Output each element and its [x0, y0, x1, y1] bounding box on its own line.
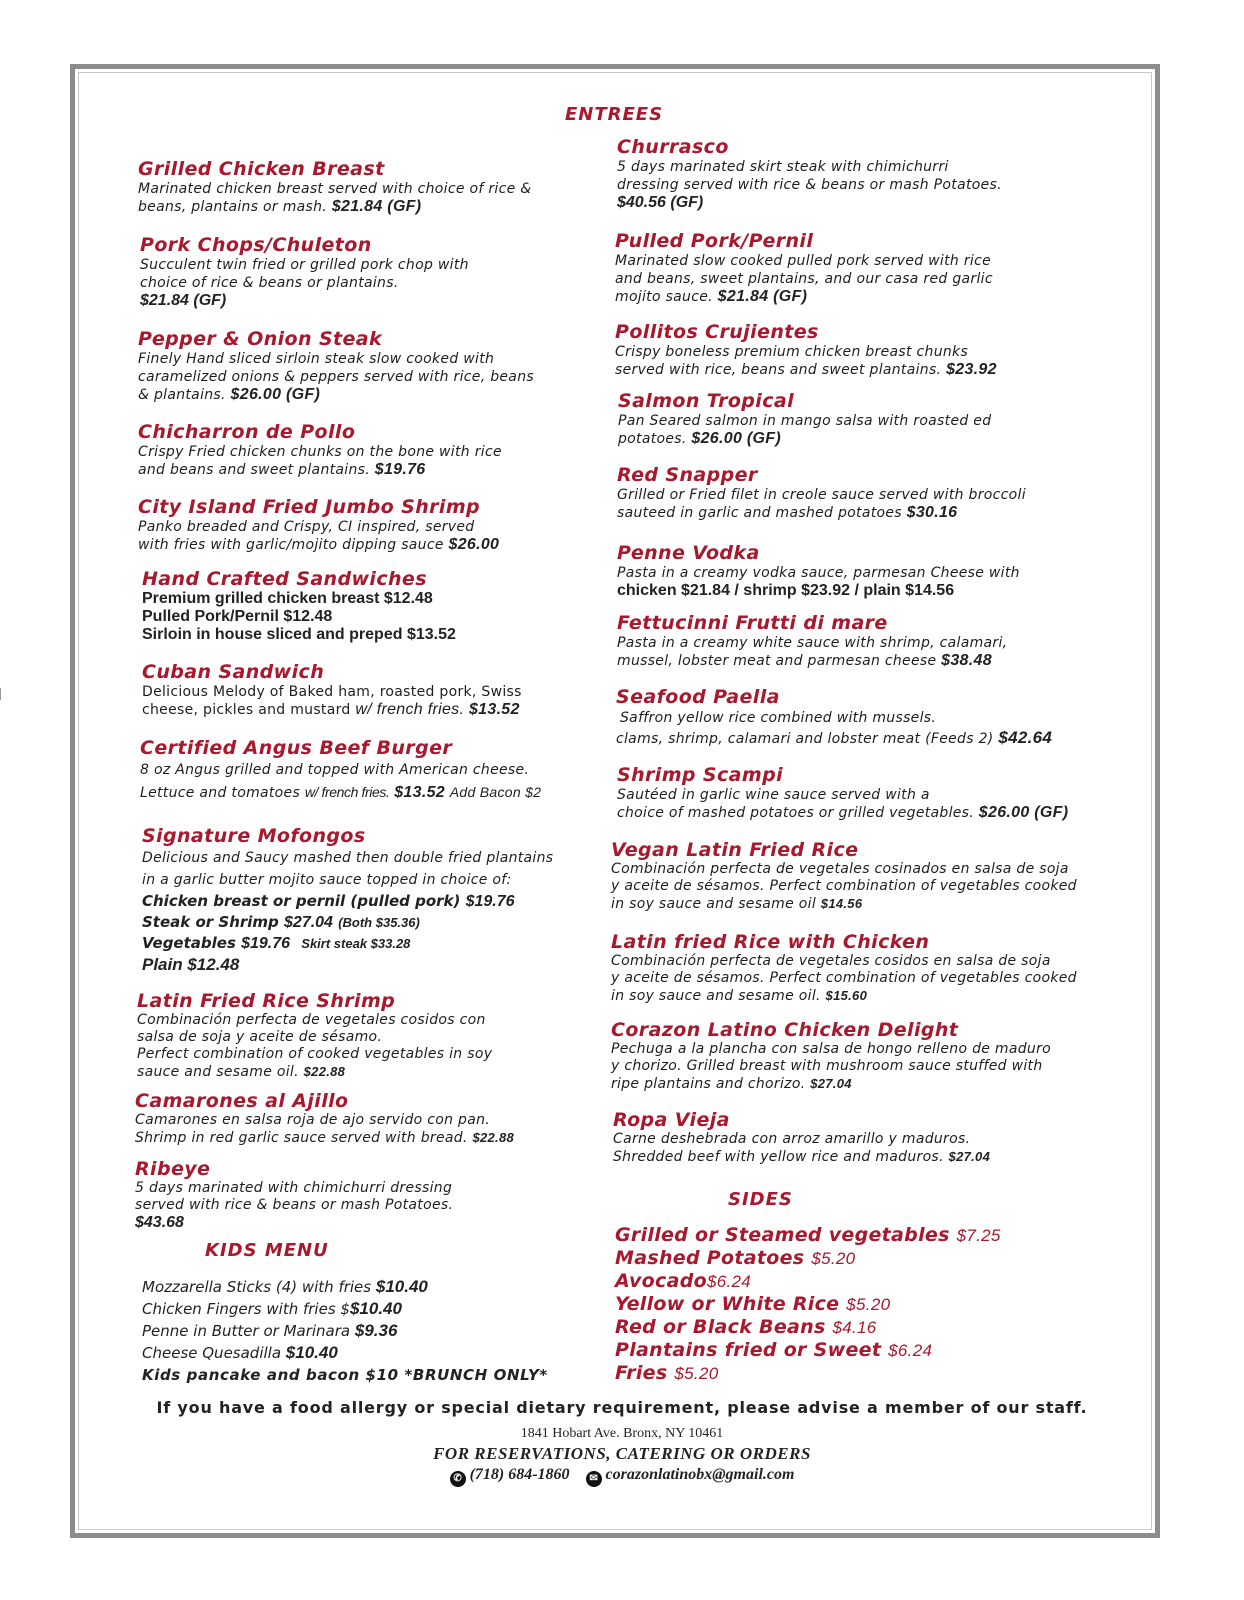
item-desc: 5 days marinated skirt steak with chimichurri	[617, 159, 949, 175]
item-price: $15.60	[825, 988, 868, 1003]
item-price: $38.48	[941, 652, 992, 669]
item-desc: 5 days marinated with chimichurri dressing	[135, 1180, 453, 1196]
item-desc: Carne deshebrada con arroz amarillo y maduros.	[613, 1131, 971, 1147]
menu-item-penne-vodka	[617, 542, 1020, 600]
email-icon: ✉	[586, 1471, 602, 1487]
item-desc: Crispy boneless premium chicken breast chunks	[615, 344, 969, 360]
item-desc: choice of mashed potatoes or grilled vegetables.	[617, 805, 975, 821]
item-name: Pulled Pork/Pernil	[615, 230, 814, 252]
side-name: Mashed Potatoes	[615, 1247, 805, 1269]
item-desc: Sautéed in garlic wine sauce served with a	[617, 787, 930, 803]
item-desc: Pechuga a la plancha con salsa de hongo relleno de maduro	[611, 1041, 1052, 1057]
menu-item-ropa-vieja	[613, 1109, 990, 1166]
item-name: Signature Mofongos	[142, 825, 366, 847]
item-desc: mussel, lobster meat and parmesan cheese	[617, 653, 937, 669]
item-name: Shrimp Scampi	[617, 764, 783, 786]
menu-item-chicharron	[138, 421, 502, 479]
item-option: Sirloin in house sliced and preped $13.52	[142, 626, 456, 643]
item-name: Churrasco	[617, 136, 729, 158]
list-item	[615, 1270, 1001, 1293]
kids-item-name: Chicken Fingers with fries $	[142, 1300, 350, 1318]
item-desc: Panko breaded and Crispy, CI inspired, served	[138, 519, 475, 535]
kids-item-price: $10.40	[375, 1277, 428, 1296]
list-item	[615, 1339, 1001, 1362]
item-price: $26.00 (GF)	[230, 386, 321, 403]
menu-item-cuban-sandwich	[142, 661, 522, 719]
item-desc: y aceite de sésamos. Perfect combination of vegetables cooked	[611, 878, 1077, 894]
side-price: $5.20	[674, 1364, 719, 1383]
item-name: Pepper & Onion Steak	[138, 328, 383, 350]
list-item	[142, 1298, 548, 1320]
item-price: $27.04	[810, 1076, 852, 1091]
item-name: Grilled Chicken Breast	[138, 158, 385, 180]
item-desc: Crispy Fried chicken chunks on the bone with rice	[138, 444, 502, 460]
kids-item-price: $10.40	[349, 1299, 402, 1318]
item-price: $21.84 (GF)	[717, 288, 808, 305]
item-price: $40.56 (GF)	[617, 194, 704, 211]
item-desc: Succulent twin fried or grilled pork chop with	[140, 257, 469, 273]
menu-item-pollitos	[615, 321, 997, 379]
list-item	[615, 1293, 1001, 1316]
item-name: Ribeye	[135, 1158, 211, 1180]
item-price: $26.00 (GF)	[978, 804, 1069, 821]
menu-item-vegan-fried-rice	[611, 839, 1077, 913]
item-desc: beans, plantains or mash.	[138, 199, 328, 215]
item-price: $43.68	[135, 1214, 184, 1231]
item-name: Seafood Paella	[616, 686, 780, 708]
item-price: $23.92	[946, 361, 997, 378]
item-desc: Marinated chicken breast served with choice of rice &	[138, 181, 532, 197]
item-name: Ropa Vieja	[613, 1109, 730, 1131]
list-item	[142, 1342, 548, 1364]
item-name: Fettucinni Frutti di mare	[617, 612, 888, 634]
item-name: Penne Vodka	[617, 542, 760, 564]
sides-heading: SIDES	[728, 1189, 793, 1210]
side-price: $6.24	[706, 1272, 751, 1291]
item-addon: Add Bacon $2	[449, 784, 542, 800]
item-desc: in a garlic butter mojito sauce topped in choice of:	[142, 872, 512, 888]
item-desc: Shrimp in red garlic sauce served with bread.	[135, 1130, 468, 1146]
item-name: Chicharron de Pollo	[138, 421, 356, 443]
item-price: $42.64	[998, 728, 1053, 747]
item-name: Latin Fried Rice Shrimp	[137, 990, 396, 1012]
menu-item-jumbo-shrimp	[138, 496, 499, 554]
kids-item-price: $10.40	[285, 1343, 338, 1362]
item-desc: in soy sauce and sesame oil	[611, 896, 817, 912]
menu-item-red-snapper	[617, 464, 1026, 522]
item-price: $19.76	[374, 461, 426, 478]
item-option: Vegetables	[142, 934, 236, 952]
entrees-heading: ENTREES	[565, 104, 664, 125]
item-desc: choice of rice & beans or plantains.	[140, 275, 399, 291]
item-name: Vegan Latin Fried Rice	[611, 839, 859, 861]
kids-item-price: $9.36	[354, 1321, 398, 1340]
side-price: $6.24	[888, 1341, 933, 1360]
item-desc: Saffron yellow rice combined with mussels.	[620, 710, 937, 726]
item-option: Plain $12.48	[142, 955, 240, 974]
side-name: Avocado	[615, 1270, 707, 1292]
scan-mark	[0, 688, 5, 700]
item-desc: Combinación perfecta de vegetales cosinados en salsa de soja	[611, 861, 1069, 877]
email-address[interactable]: corazonlatinobx@gmail.com	[605, 1466, 795, 1483]
item-name: Red Snapper	[617, 464, 758, 486]
item-price: $19.76	[241, 935, 291, 952]
list-item	[615, 1316, 1001, 1339]
item-desc: cheese, pickles and mustard	[142, 702, 351, 718]
item-desc: Camarones en salsa roja de ajo servido con pan.	[135, 1112, 491, 1128]
item-desc: y chorizo. Grilled breast with mushroom sauce stuffed with	[611, 1058, 1043, 1074]
side-name: Plantains fried or Sweet	[615, 1339, 882, 1361]
item-option-extra: (Both $35.36)	[338, 915, 420, 930]
list-item	[615, 1224, 1001, 1247]
item-desc: mojito sauce.	[615, 289, 713, 305]
side-name: Grilled or Steamed vegetables	[615, 1224, 950, 1246]
item-price: $21.84 (GF)	[140, 292, 227, 309]
item-name: Pork Chops/Chuleton	[140, 234, 372, 256]
item-desc: Perfect combination of cooked vegetables in soy	[137, 1046, 493, 1062]
side-price: $4.16	[832, 1318, 877, 1337]
item-desc: served with rice & beans or mash Potatoes.	[135, 1197, 454, 1213]
item-price: $30.16	[906, 504, 958, 521]
kids-item-name: Cheese Quesadilla	[142, 1344, 282, 1362]
menu-item-corazon-chicken	[611, 1019, 1051, 1093]
item-desc: & plantains.	[138, 387, 226, 403]
menu-item-pork-chops	[140, 234, 469, 310]
item-price: $26.00 (GF)	[691, 430, 781, 447]
kids-heading: KIDS MENU	[205, 1240, 329, 1261]
item-name: Camarones al Ajillo	[135, 1090, 349, 1112]
item-desc: Pasta in a creamy vodka sauce, parmesan Cheese with	[617, 565, 1020, 581]
menu-item-grilled-chicken	[138, 158, 531, 216]
item-desc: Grilled or Fried filet in creole sauce served with broccoli	[617, 487, 1026, 503]
item-price: $19.76	[465, 893, 515, 910]
item-name: Latin fried Rice with Chicken	[611, 931, 930, 953]
menu-item-churrasco	[617, 136, 1002, 212]
side-name: Red or Black Beans	[615, 1316, 826, 1338]
item-desc: in soy sauce and sesame oil.	[611, 988, 821, 1004]
item-desc: Delicious Melody of Baked ham, roasted pork, Swiss	[142, 684, 522, 700]
item-desc: dressing served with rice & beans or mash Potatoes.	[617, 177, 1002, 193]
item-price: $13.52	[468, 701, 520, 718]
item-desc: y aceite de sésamos. Perfect combination of vegetables cooked	[611, 970, 1077, 986]
allergy-notice: If you have a food allergy or special dietary requirement, please advise a member of our staff.	[156, 1398, 1088, 1417]
item-price: $22.88	[472, 1130, 515, 1145]
item-desc: Finely Hand sliced sirloin steak slow cooked with	[138, 351, 495, 367]
item-desc: and beans and sweet plantains.	[138, 462, 370, 478]
item-desc: caramelized onions & peppers served with rice, beans	[138, 369, 534, 385]
item-desc: ripe plantains and chorizo.	[611, 1076, 806, 1092]
item-name: Corazon Latino Chicken Delight	[611, 1019, 959, 1041]
item-desc: Combinación perfecta de vegetales cosidos con	[137, 1012, 486, 1028]
item-price: $21.84 (GF)	[331, 198, 422, 215]
item-desc-extra: w/ french fries.	[304, 784, 390, 800]
menu-item-pepper-steak	[138, 328, 534, 404]
kids-item-name: Kids pancake and bacon $10 *BRUNCH ONLY*	[142, 1366, 548, 1384]
item-desc: sauteed in garlic and mashed potatoes	[617, 505, 902, 521]
item-name: City Island Fried Jumbo Shrimp	[138, 496, 481, 518]
menu-item-shrimp-scampi	[617, 764, 1068, 822]
item-desc: served with rice, beans and sweet plantains.	[615, 362, 942, 378]
list-item	[142, 1276, 548, 1298]
menu-item-seafood-paella	[616, 686, 1052, 749]
side-name: Fries	[615, 1362, 668, 1384]
menu-item-pulled-pork	[615, 230, 993, 306]
item-desc: Marinated slow cooked pulled pork served with rice	[615, 253, 991, 269]
item-desc: and beans, sweet plantains, and our casa red garlic	[615, 271, 993, 287]
item-price: $27.04	[284, 914, 333, 931]
item-desc: salsa de soja y aceite de sésamo.	[137, 1029, 383, 1045]
item-price: $27.04	[948, 1149, 991, 1164]
list-item	[615, 1247, 1001, 1270]
item-name: Salmon Tropical	[618, 390, 795, 412]
item-desc: sauce and sesame oil.	[137, 1064, 299, 1080]
item-option: Chicken breast or pernil (pulled pork)	[142, 892, 461, 910]
item-desc: 8 oz Angus grilled and topped with American cheese.	[140, 762, 530, 778]
item-desc-extra: w/ french fries.	[355, 701, 465, 718]
item-desc: with fries with garlic/mojito dipping sauce	[138, 537, 444, 553]
list-item	[142, 1364, 548, 1386]
item-price: $26.00	[448, 536, 500, 553]
item-name: Pollitos Crujientes	[615, 321, 819, 343]
item-price: $14.56	[820, 896, 863, 911]
kids-menu-list	[142, 1276, 548, 1386]
item-name: Hand Crafted Sandwiches	[142, 568, 427, 590]
item-option-extra: Skirt steak $33.28	[301, 936, 411, 951]
kids-item-name: Mozzarella Sticks (4) with fries	[142, 1278, 372, 1296]
item-price: $22.88	[303, 1064, 346, 1079]
item-desc: Pan Seared salmon in mango salsa with roasted ed	[618, 413, 992, 429]
contact-line	[0, 1466, 1244, 1487]
menu-item-ribeye	[135, 1158, 453, 1232]
menu-item-angus-burger	[140, 737, 541, 804]
item-desc: Delicious and Saucy mashed then double fried plantains	[142, 850, 554, 866]
sides-list	[615, 1224, 1001, 1385]
reservations-line: FOR RESERVATIONS, CATERING OR ORDERS	[433, 1444, 811, 1463]
item-desc: Combinación perfecta de vegetales cosidos en salsa de soja	[611, 953, 1051, 969]
phone-icon: ✆	[450, 1471, 466, 1487]
menu-item-fettucinni	[617, 612, 1007, 670]
item-desc: potatoes.	[618, 431, 687, 447]
menu-item-mofongos	[142, 825, 553, 976]
list-item	[142, 1320, 548, 1342]
item-price: $13.52	[394, 784, 445, 801]
phone-number[interactable]: (718) 684-1860	[469, 1466, 570, 1483]
item-option: chicken $21.84 / shrimp $23.92 / plain $14.56	[617, 582, 955, 599]
side-price: $5.20	[846, 1295, 891, 1314]
item-name: Certified Angus Beef Burger	[140, 737, 453, 759]
side-price: $5.20	[811, 1249, 856, 1268]
item-option: Pulled Pork/Pernil $12.48	[142, 608, 333, 625]
item-option: Premium grilled chicken breast $12.48	[142, 590, 433, 607]
item-desc: Lettuce and tomatoes	[140, 785, 301, 801]
menu-item-chicken-fried-rice	[611, 931, 1077, 1005]
list-item	[615, 1362, 1001, 1385]
menu-item-camarones	[135, 1090, 514, 1147]
kids-item-name: Penne in Butter or Marinara	[142, 1322, 351, 1340]
side-name: Yellow or White Rice	[615, 1293, 840, 1315]
item-name: Cuban Sandwich	[142, 661, 325, 683]
address: 1841 Hobart Ave. Bronx, NY 10461	[520, 1426, 724, 1441]
menu-item-latin-rice-shrimp	[137, 990, 492, 1081]
item-option: Steak or Shrimp	[142, 913, 279, 931]
item-desc: Shredded beef with yellow rice and maduros.	[613, 1149, 944, 1165]
menu-item-sandwiches	[142, 568, 456, 644]
menu-item-salmon	[618, 390, 991, 448]
item-desc: Pasta in a creamy white sauce with shrimp, calamari,	[617, 635, 1008, 651]
side-price: $7.25	[956, 1226, 1001, 1245]
item-desc: clams, shrimp, calamari and lobster meat (Feeds 2)	[616, 731, 994, 747]
